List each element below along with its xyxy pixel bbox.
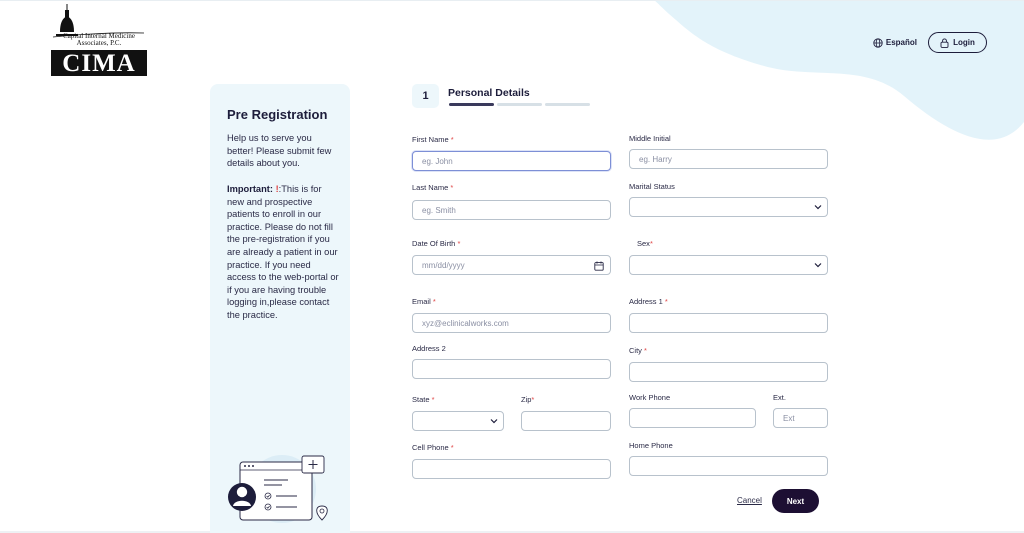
first-name-input[interactable]: eg. John — [412, 151, 611, 171]
last-name-label: Last Name * — [412, 183, 454, 192]
home-phone-input[interactable] — [629, 456, 828, 476]
chevron-down-icon — [814, 262, 822, 268]
chevron-down-icon — [490, 418, 498, 424]
city-input[interactable] — [629, 362, 828, 382]
sidebar-title: Pre Registration — [227, 107, 328, 122]
email-label: Email * — [412, 297, 436, 306]
email-input[interactable]: xyz@eclinicalworks.com — [412, 313, 611, 333]
registration-illustration — [222, 434, 342, 533]
city-label: City * — [629, 346, 647, 355]
sex-label: Sex* — [637, 239, 653, 248]
cell-phone-label: Cell Phone * — [412, 443, 454, 452]
ext-input[interactable]: Ext — [773, 408, 828, 428]
step-number: 1 — [412, 84, 439, 108]
step-bar-3 — [545, 103, 590, 106]
sidebar-important-note — [227, 183, 339, 322]
important-text: :This is for new and prospective patients to enroll in our practice. Please do not fill the pre-registration if you are already a patient in our practice. If you need access to the web-portal or if you are having trouble logging in,please contact the practice. — [227, 184, 339, 320]
address1-input[interactable] — [629, 313, 828, 333]
sex-select[interactable] — [629, 255, 828, 275]
cancel-link[interactable]: Cancel — [737, 496, 762, 505]
address1-label: Address 1 * — [629, 297, 668, 306]
dob-input[interactable]: mm/dd/yyyy — [412, 255, 611, 275]
home-phone-label: Home Phone — [629, 441, 673, 450]
next-button[interactable]: Next — [772, 489, 819, 513]
calendar-icon[interactable] — [594, 261, 604, 271]
zip-label: Zip* — [521, 395, 535, 404]
middle-initial-label: Middle Initial — [629, 134, 671, 143]
ext-label: Ext. — [773, 393, 786, 402]
sidebar-intro: Help us to serve you better! Please submit few details about you. — [227, 133, 332, 169]
work-phone-input[interactable] — [629, 408, 756, 428]
state-label: State * — [412, 395, 435, 404]
important-label: Important: — [227, 184, 273, 194]
step-progress-bars — [449, 103, 593, 106]
step-bar-2 — [497, 103, 542, 106]
lock-icon — [940, 38, 949, 48]
dob-label: Date Of Birth * — [412, 239, 461, 248]
login-label: Login — [953, 38, 975, 47]
marital-status-select[interactable] — [629, 197, 828, 217]
chevron-down-icon — [814, 204, 822, 210]
logo-acronym: CIMA — [51, 50, 147, 76]
top-border — [0, 0, 1024, 1]
first-name-label: First Name * — [412, 135, 454, 144]
state-select[interactable] — [412, 411, 504, 431]
important-mark: ! — [275, 184, 279, 194]
language-toggle[interactable] — [873, 38, 917, 48]
cell-phone-input[interactable] — [412, 459, 611, 479]
address2-label: Address 2 — [412, 344, 446, 353]
address2-input[interactable] — [412, 359, 611, 379]
login-button[interactable] — [928, 32, 987, 53]
plus-icon — [302, 456, 324, 473]
middle-initial-input[interactable]: eg. Harry — [629, 149, 828, 169]
language-label: Español — [885, 38, 917, 47]
last-name-input[interactable]: eg. Smith — [412, 200, 611, 220]
globe-icon — [873, 38, 883, 48]
info-sidebar — [210, 84, 350, 533]
practice-logo — [50, 4, 148, 78]
location-pin-icon — [317, 506, 328, 520]
zip-input[interactable] — [521, 411, 611, 431]
step-bar-1 — [449, 103, 494, 106]
work-phone-label: Work Phone — [629, 393, 671, 402]
step-title: Personal Details — [448, 87, 530, 99]
marital-status-label: Marital Status — [629, 182, 675, 191]
practice-name: Capital Internal Medicine Associates, P.C. — [63, 32, 135, 47]
